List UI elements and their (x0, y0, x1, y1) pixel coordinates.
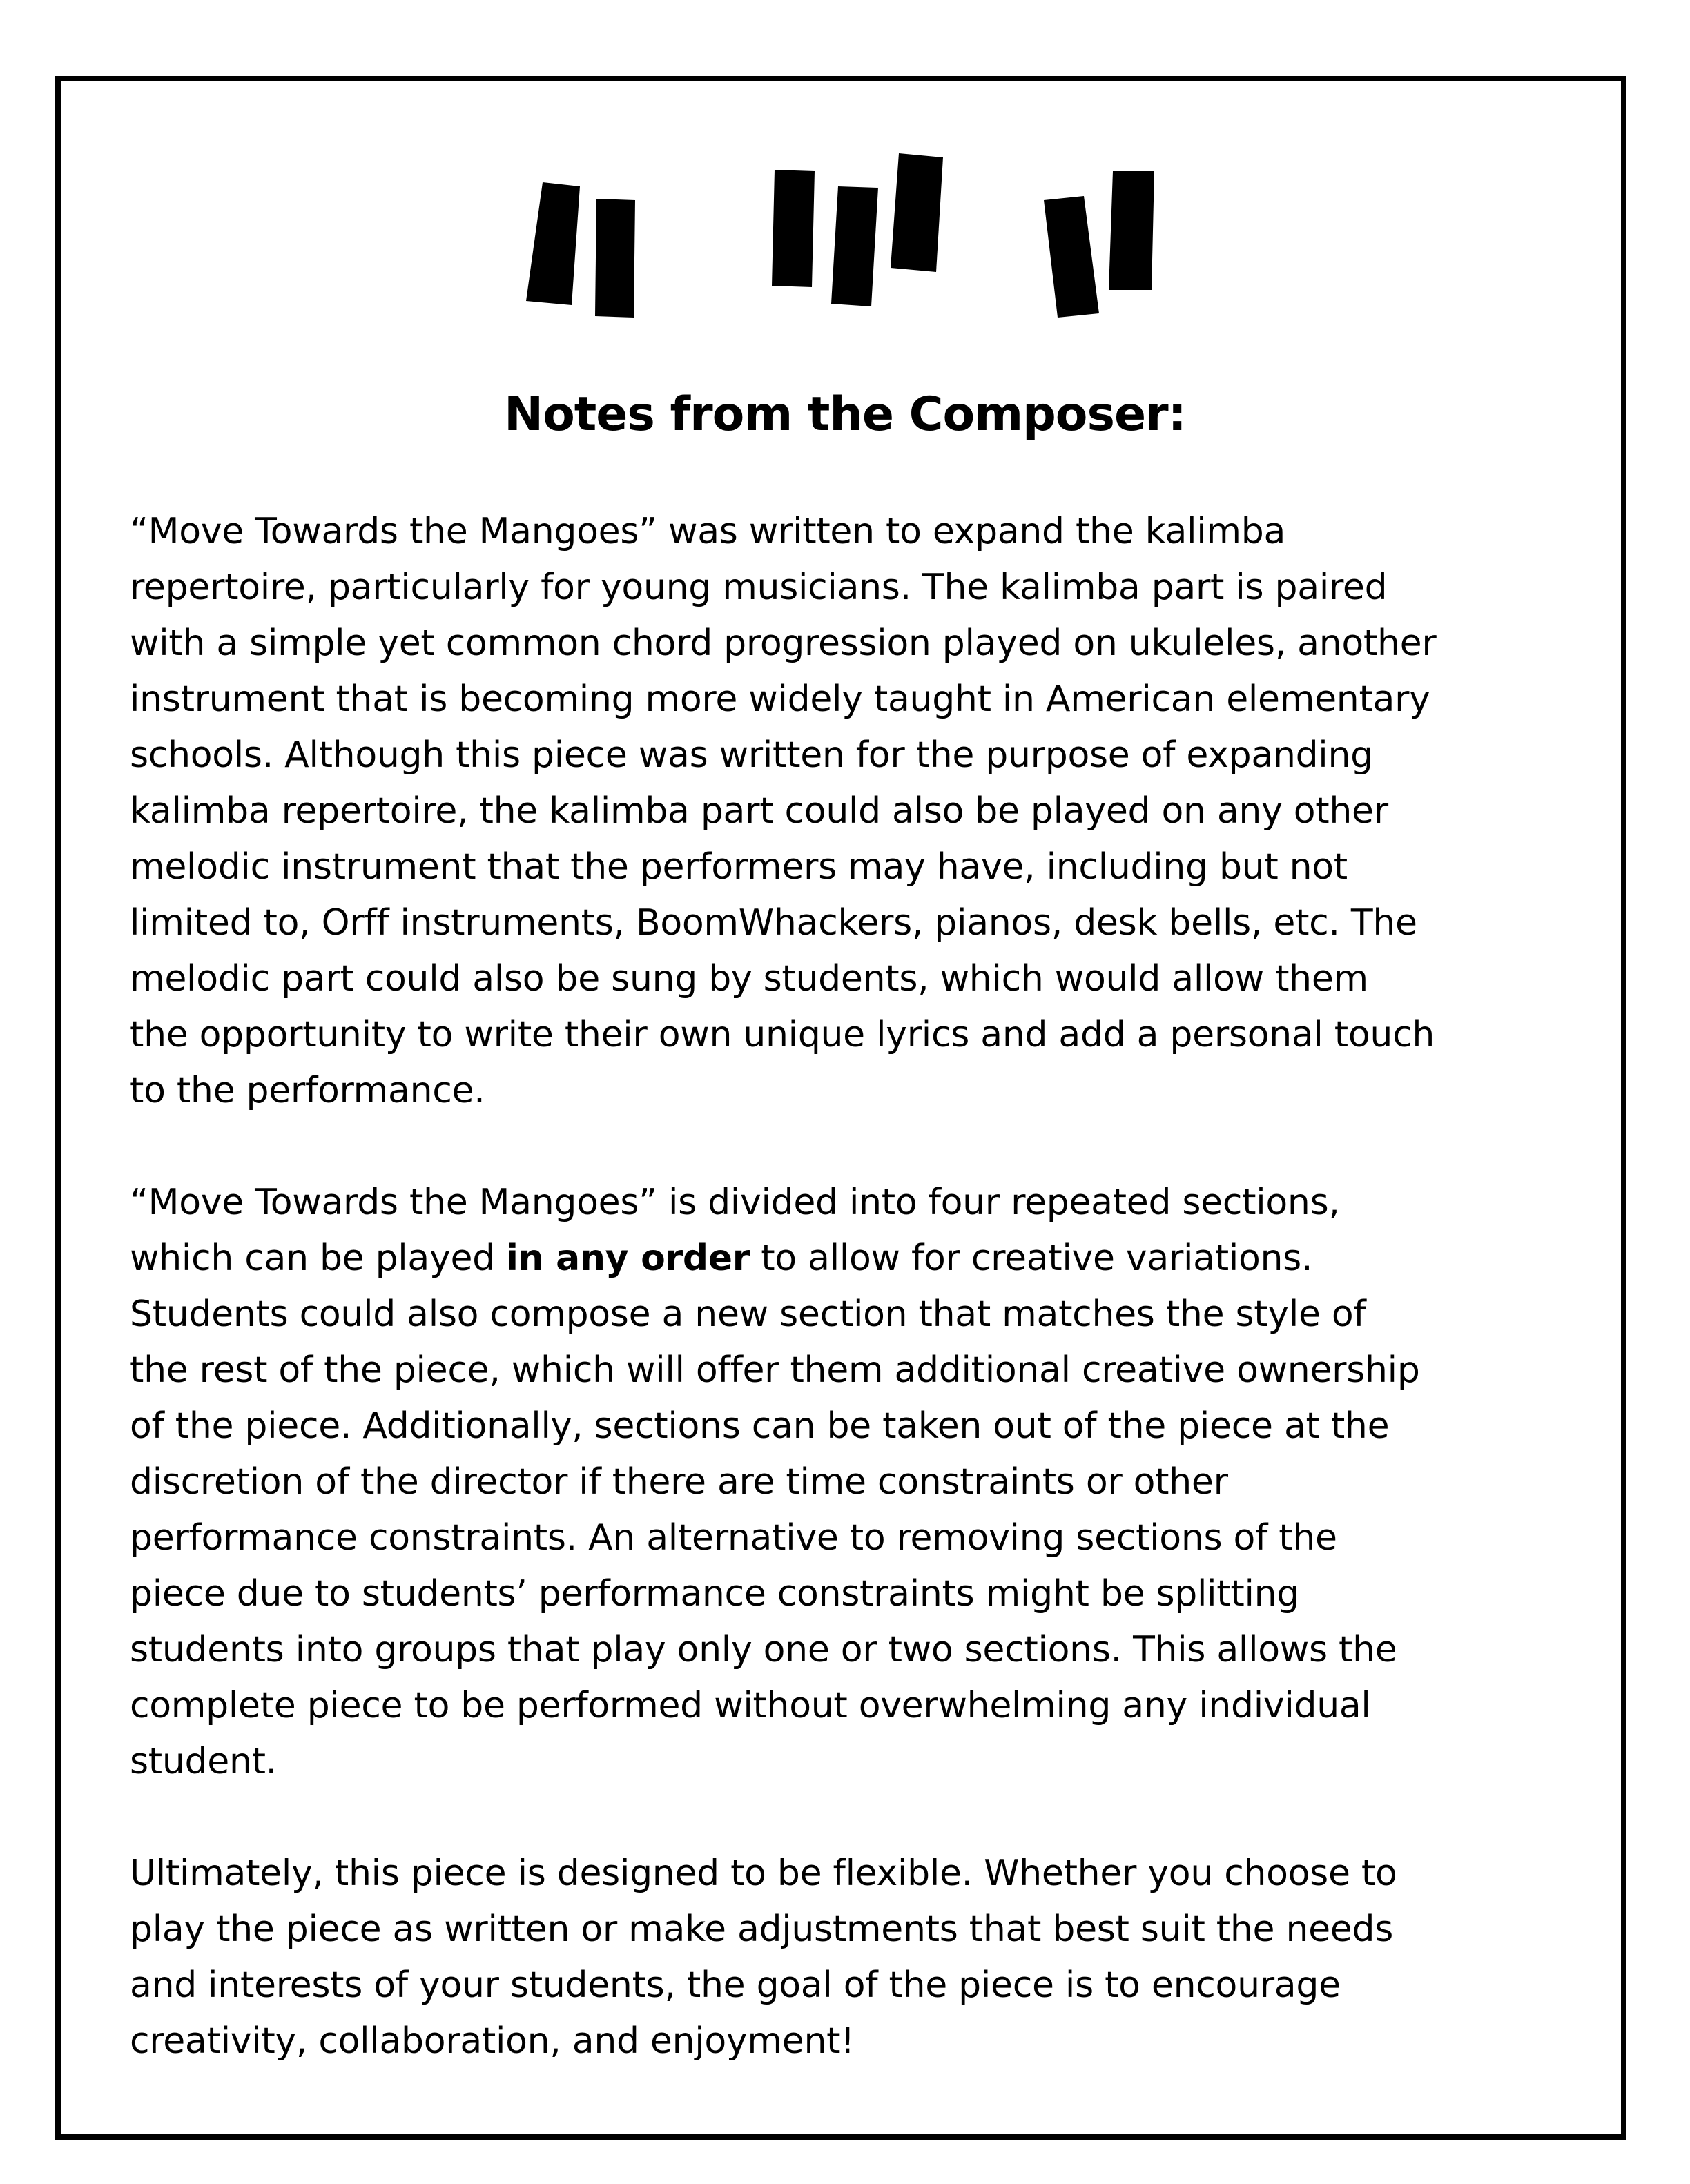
paragraph-3 (130, 1846, 1573, 2069)
text-line: “Move Towards the Mangoes” was written to expand the kalimba (130, 511, 1286, 552)
decorative-bar-5 (891, 153, 943, 272)
paragraph-1 (130, 504, 1573, 1119)
decorative-bar-1 (526, 182, 580, 305)
text-line: schools. Although this piece was written for the purpose of expanding (130, 734, 1373, 776)
text-line: students into groups that play only one or two sections. This allows the (130, 1629, 1397, 1670)
decorative-bar-2 (595, 199, 635, 318)
text-line: Ultimately, this piece is designed to be flexible. Whether you choose to (130, 1853, 1397, 1894)
text-line: creativity, collaboration, and enjoyment! (130, 2020, 855, 2062)
decorative-bar-7 (1109, 171, 1154, 290)
text-line: of the piece. Additionally, sections can be taken out of the piece at the (130, 1405, 1390, 1447)
text-segment: which can be played (130, 1238, 507, 1279)
text-line: complete piece to be performed without overwhelming any individual (130, 1685, 1371, 1726)
decorative-bar-4 (831, 186, 878, 306)
text-segment: to allow for creative variations. (750, 1238, 1313, 1279)
paragraph-2 (130, 1175, 1573, 1790)
text-line: piece due to students’ performance constraints might be splitting (130, 1573, 1299, 1615)
text-line-with-emphasis (130, 1231, 1573, 1287)
text-line: melodic part could also be sung by students, which would allow them (130, 958, 1368, 1000)
text-line: play the piece as written or make adjustments that best suit the needs (130, 1909, 1394, 1950)
text-line: discretion of the director if there are time constraints or other (130, 1461, 1228, 1503)
text-line: the opportunity to write their own unique lyrics and add a personal touch (130, 1014, 1435, 1055)
text-line: “Move Towards the Mangoes” is divided into four repeated sections, (130, 1182, 1340, 1223)
text-line: the rest of the piece, which will offer them additional creative ownership (130, 1349, 1420, 1391)
body-text (130, 504, 1573, 2069)
text-line: student. (130, 1741, 277, 1782)
text-line: kalimba repertoire, the kalimba part could also be played on any other (130, 790, 1388, 832)
text-line: performance constraints. An alternative to removing sections of the (130, 1517, 1337, 1559)
text-line: with a simple yet common chord progression played on ukuleles, another (130, 623, 1437, 664)
text-line: repertoire, particularly for young musicians. The kalimba part is paired (130, 567, 1388, 608)
decorative-bars-graphic (0, 0, 1690, 345)
text-line: instrument that is becoming more widely taught in American elementary (130, 679, 1430, 720)
emphasis-text: in any order (506, 1238, 750, 1279)
text-line: Students could also compose a new section that matches the style of (130, 1294, 1366, 1335)
text-line: and interests of your students, the goal of the piece is to encourage (130, 1964, 1341, 2006)
text-line: limited to, Orff instruments, BoomWhackers, pianos, desk bells, etc. The (130, 902, 1417, 944)
text-line: melodic instrument that the performers may have, including but not (130, 846, 1348, 888)
decorative-bar-3 (772, 170, 815, 287)
page-title: Notes from the Composer: (504, 387, 1186, 442)
text-line: to the performance. (130, 1070, 485, 1111)
decorative-bar-6 (1044, 196, 1099, 318)
